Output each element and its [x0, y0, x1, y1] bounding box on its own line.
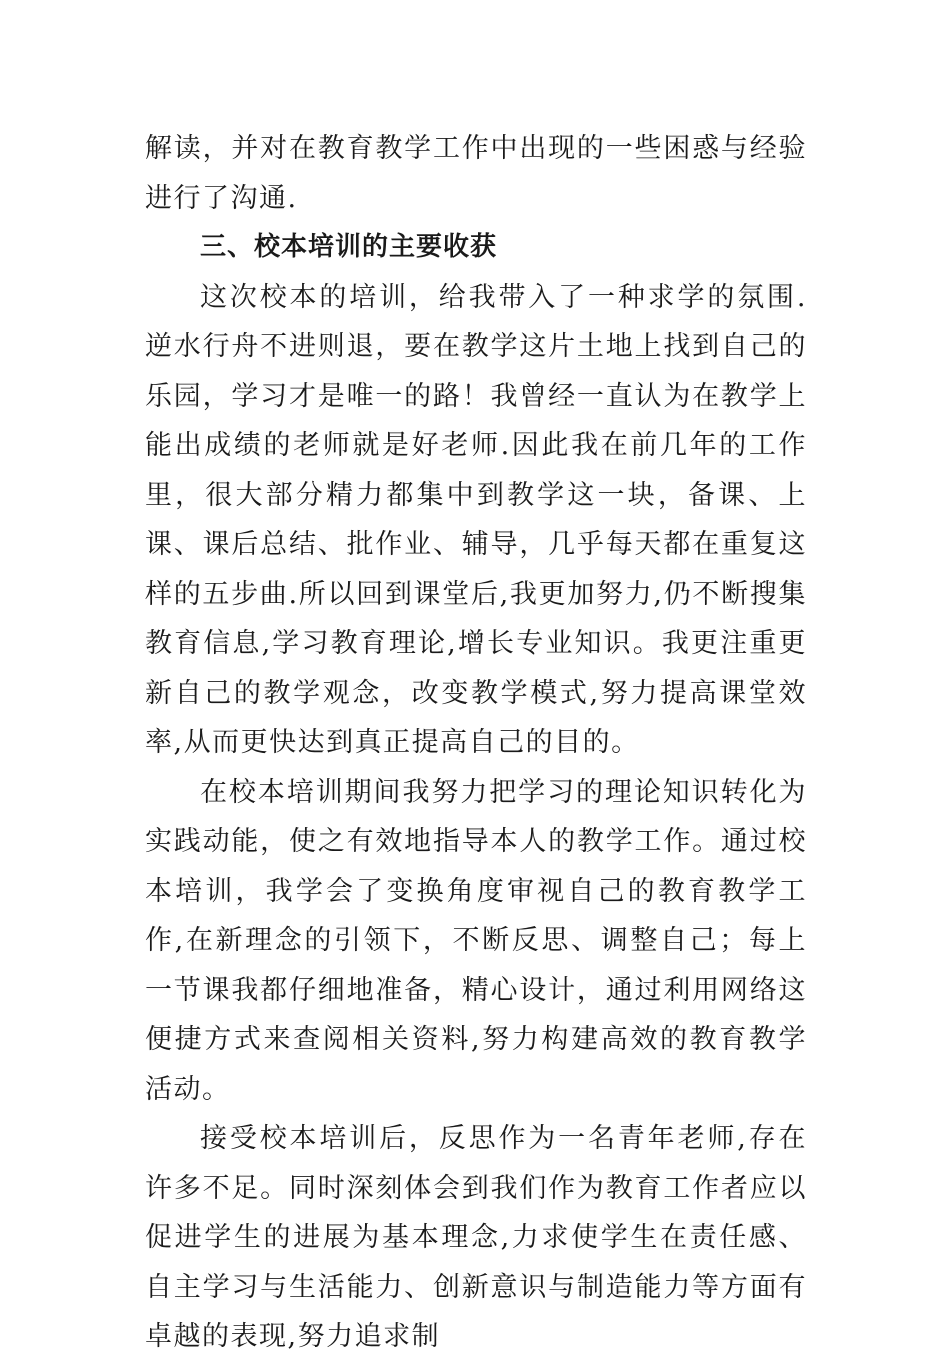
paragraph-theory-to-practice: 在校本培训期间我努力把学习的理论知识转化为实践动能，使之有效地指导本人的教学工作。通过校本培训，我学会了变换角度审视自己的教育教学工作,在新理念的引领下，不断反思、调整自己；每上一节课我都仔细地准备，精心设计，通过利用网络这便捷方式来查阅相关资料,努力构建高效的教育教学活动。	[145, 776, 807, 1105]
paragraph-continuation: 解读，并对在教育教学工作中出现的一些困惑与经验进行了沟通.	[145, 133, 807, 214]
paragraph-training-atmosphere: 这次校本的培训，给我带入了一种求学的氛围.逆水行舟不进则退，要在教学这片土地上找到自己的乐园，学习才是唯一的路！我曾经一直认为在教学上能出成绩的老师就是好老师.因此我在前几年的工作里，很大部分精力都集中到教学这一块，备课、上课、课后总结、批作业、辅导，几乎每天都在重复这样的五步曲.所以回到课堂后,我更加努力,仍不断搜集教育信息,学习教育理论,增长专业知识。我更注重更新自己的教学观念，改变教学模式,努力提高课堂效率,从而更快达到真正提高自己的目的。	[145, 281, 807, 758]
paragraph-reflection: 接受校本培训后，反思作为一名青年老师,存在许多不足。同时深刻体会到我们作为教育工作者应以促进学生的进展为基本理念,力求使学生在责任感、自主学习与生活能力、创新意识与制造能力等方面有卓越的表现,努力追求制	[145, 1123, 807, 1352]
document-body	[145, 124, 807, 1362]
section-heading: 三、校本培训的主要收获	[200, 232, 498, 262]
